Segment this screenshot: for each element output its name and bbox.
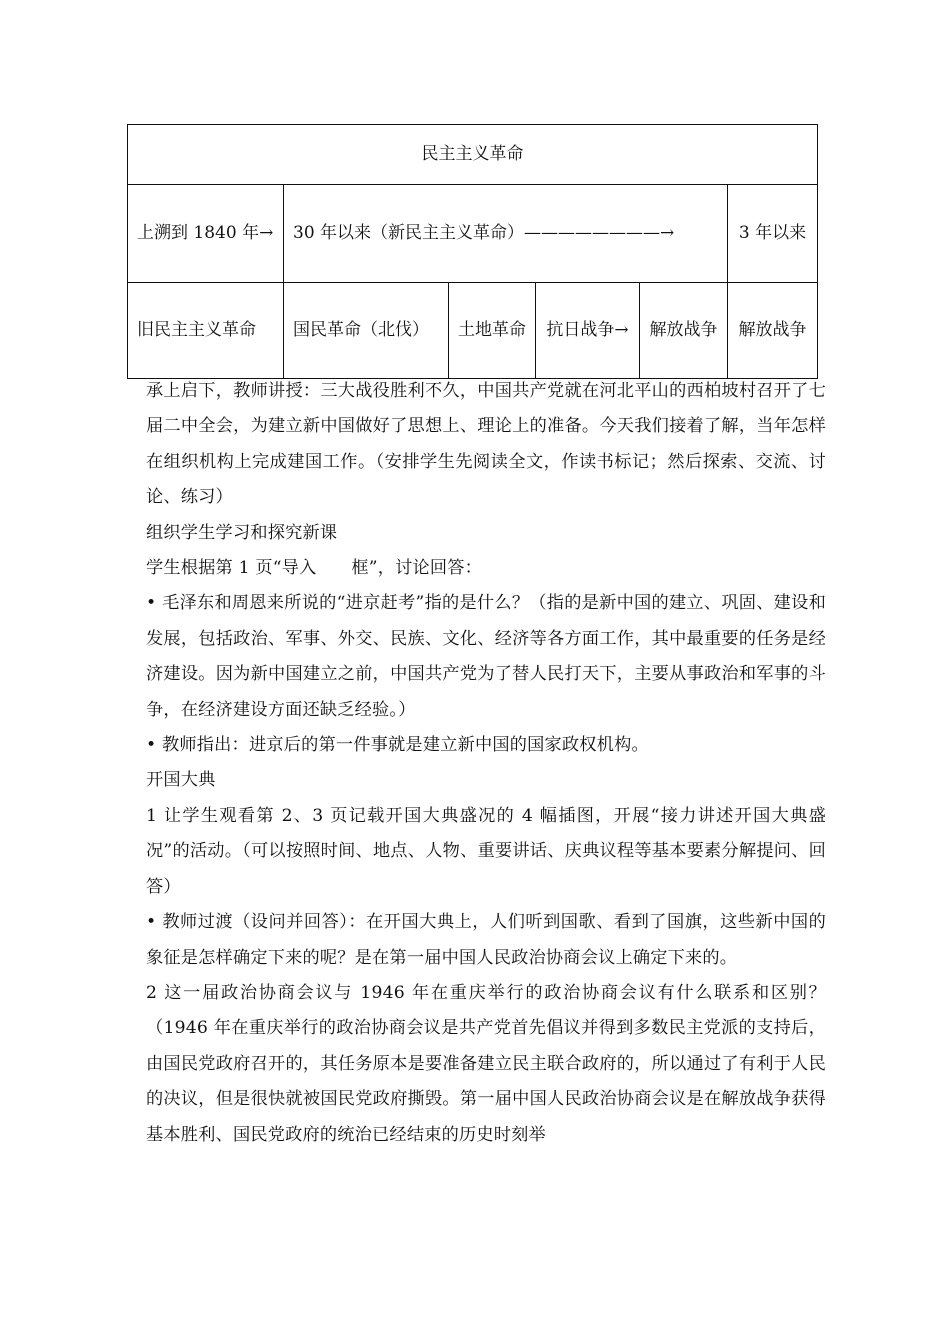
stage-anti-japanese-war: 抗日战争→	[536, 283, 640, 379]
activity-2-paragraph: 2 这一届政治协商会议与 1946 年在重庆举行的政治协商会议有什么联系和区别？（1946 年在重庆举行的政治协商会议是共产党首先倡议并得到多数民主党派的支持后，由国民党政府召开的，其任务原本是要准备建立民主联合政府的，所以通过了有利于人民的决议，但是很快就被国民党政府撕毁。第一届中国人民政治协商会议是在解放战争获得基本胜利、国民党政府的统治已经结束的历史时刻举	[146, 982, 826, 1145]
revolution-periods-table	[127, 124, 818, 379]
period-new-democratic-span: 30 年以来（新民主主义革命）————————→	[284, 185, 728, 283]
lesson-body	[146, 374, 826, 1153]
discussion-prompt: 学生根据第 1 页“导入 框”，讨论回答：	[146, 558, 483, 579]
intro-paragraph: 承上启下，教师讲授：三大战役胜利不久，中国共产党就在河北平山的西柏坡村召开了七届二中全会，为建立新中国做好了思想上、理论上的准备。今天我们接着了解，当年怎样在组织机构上完成建国工作。（安排学生先阅读全文，作读书标记；然后探索、交流、讨论、练习）	[146, 381, 826, 508]
period-old-democratic-arrow: 上溯到 1840 年→	[128, 185, 284, 283]
activity-1-paragraph: 1 让学生观看第 2、3 页记载开国大典盛况的 4 幅插图，开展“接力讲述开国大典盛况”的活动。（可以按照时间、地点、人物、重要讲话、庆典议程等基本要素分解提问、回答）	[146, 805, 826, 897]
bullet-question-exam: • 毛泽东和周恩来所说的“进京赶考”指的是什么？（指的是新中国的建立、巩固、建设和发展，包括政治、军事、外交、民族、文化、经济等各方面工作，其中最重要的任务是经济建设。因为新中国建立之前，中国共产党为了替人民打天下，主要从事政治和军事的斗争，在经济建设方面还缺乏经验。）	[146, 593, 826, 720]
section-heading-study: 组织学生学习和探究新课	[146, 522, 338, 543]
stage-old-democratic-revolution: 旧民主主义革命	[128, 283, 284, 379]
stage-liberation-war-recent: 解放战争	[728, 283, 818, 379]
stage-liberation-war: 解放战争	[640, 283, 728, 379]
section-heading-ceremony: 开国大典	[146, 770, 216, 791]
bullet-teacher-note: • 教师指出：进京后的第一件事就是建立新中国的国家政权机构。	[146, 735, 649, 756]
stage-national-revolution: 国民革命（北伐）	[284, 283, 449, 379]
bullet-teacher-transition: • 教师过渡（设问并回答）：在开国大典上，人们听到国歌、看到了国旗，这些新中国的象征是怎样确定下来的呢？是在第一届中国人民政治协商会议上确定下来的。	[146, 912, 826, 968]
table-header-cell: 民主主义革命	[128, 125, 818, 185]
period-recent-years: 3 年以来	[728, 185, 818, 283]
stage-land-revolution: 土地革命	[449, 283, 536, 379]
